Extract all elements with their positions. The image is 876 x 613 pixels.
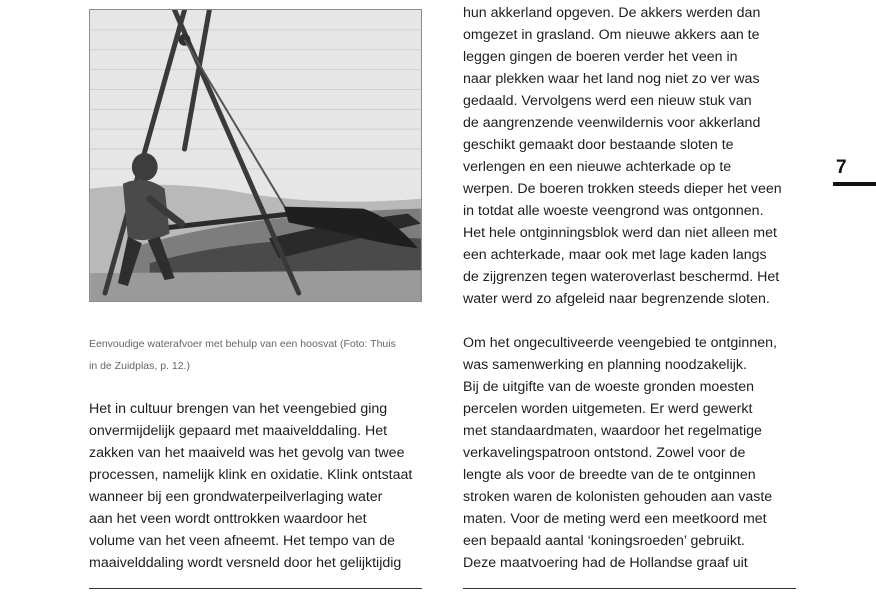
text-line: processen, namelijk klink en oxidatie. Klink ontstaat (89, 467, 413, 483)
right-column (463, 2, 808, 574)
text-line: de zijgrenzen tegen wateroverlast beschermd. Het (463, 269, 780, 285)
text-line: Het hele ontginningsblok werd dan niet alleen met (463, 225, 777, 241)
text-line: hun akkerland opgeven. De akkers werden dan (463, 5, 761, 21)
text-line: een bepaald aantal ‘koningsroeden’ gebruikt. (463, 533, 745, 549)
text-line: water werd zo afgeleid naar begrenzende sloten. (463, 291, 770, 307)
text-line: leggen gingen de boeren verder het veen in (463, 49, 738, 65)
figure-caption (89, 333, 424, 377)
text-line: naar plekken waar het land nog niet zo ver was (463, 71, 760, 87)
hoosvat-illustration (89, 9, 422, 302)
left-column-paragraph (89, 398, 429, 574)
text-line: met standaardmaten, waardoor het regelmatige (463, 423, 762, 439)
caption-line: Eenvoudige waterafvoer met behulp van een hoosvat (Foto: Thuis (89, 338, 396, 350)
text-line: volume van het veen afneemt. Het tempo van de (89, 533, 396, 549)
text-line: Bij de uitgifte van de woeste gronden moesten (463, 379, 755, 395)
text-line: werpen. De boeren trokken steeds dieper het veen (463, 181, 782, 197)
text-line: maten. Voor de meting werd een meetkoord met (463, 511, 767, 527)
text-line: de aangrenzende veenwildernis voor akkerland (463, 115, 761, 131)
paragraph-gap (463, 310, 808, 332)
text-line: maaivelddaling wordt versneld door het gelijktijdig (89, 555, 402, 571)
footer-rule-right (463, 588, 796, 589)
text-line: stroken waren de kolonisten gehouden aan vaste (463, 489, 773, 505)
right-paragraph-1 (463, 2, 808, 310)
text-line: zakken van het maaiveld was het gevolg van twee (89, 445, 405, 461)
caption-line: in de Zuidplas, p. 12.) (89, 360, 190, 372)
text-line: aan het veen wordt onttrokken waardoor het (89, 511, 367, 527)
text-line: gedaald. Vervolgens werd een nieuw stuk van (463, 93, 752, 109)
text-line: Om het ongecultiveerde veengebied te ontginnen, (463, 335, 777, 351)
footer-rule-left (89, 588, 422, 589)
text-line: Het in cultuur brengen van het veengebied ging (89, 401, 388, 417)
text-line: wanneer bij een grondwaterpeilverlaging water (89, 489, 383, 505)
text-line: percelen worden uitgemeten. Er werd gewerkt (463, 401, 753, 417)
text-line: in totdat alle woeste veengrond was ontgonnen. (463, 203, 764, 219)
right-paragraph-2 (463, 332, 808, 574)
text-line: verkavelingspatroon ontstond. Zowel voor de (463, 445, 746, 461)
page-number-rule (833, 182, 876, 186)
text-line: onvermijdelijk gepaard met maaivelddaling. Het (89, 423, 388, 439)
page-number: 7 (836, 157, 847, 178)
text-line: was samenwerking en planning noodzakelijk. (463, 357, 747, 373)
text-line: Deze maatvoering had de Hollandse graaf uit (463, 555, 748, 571)
text-line: verlengen en een nieuwe achterkade op te (463, 159, 732, 175)
text-line: omgezet in grasland. Om nieuwe akkers aan te (463, 27, 760, 43)
text-line: geschikt gemaakt door bestaande sloten te (463, 137, 734, 153)
text-line: lengte als voor de breedte van de te ontginnen (463, 467, 756, 483)
text-line: een achterkade, maar ook met lage kaden langs (463, 247, 767, 263)
